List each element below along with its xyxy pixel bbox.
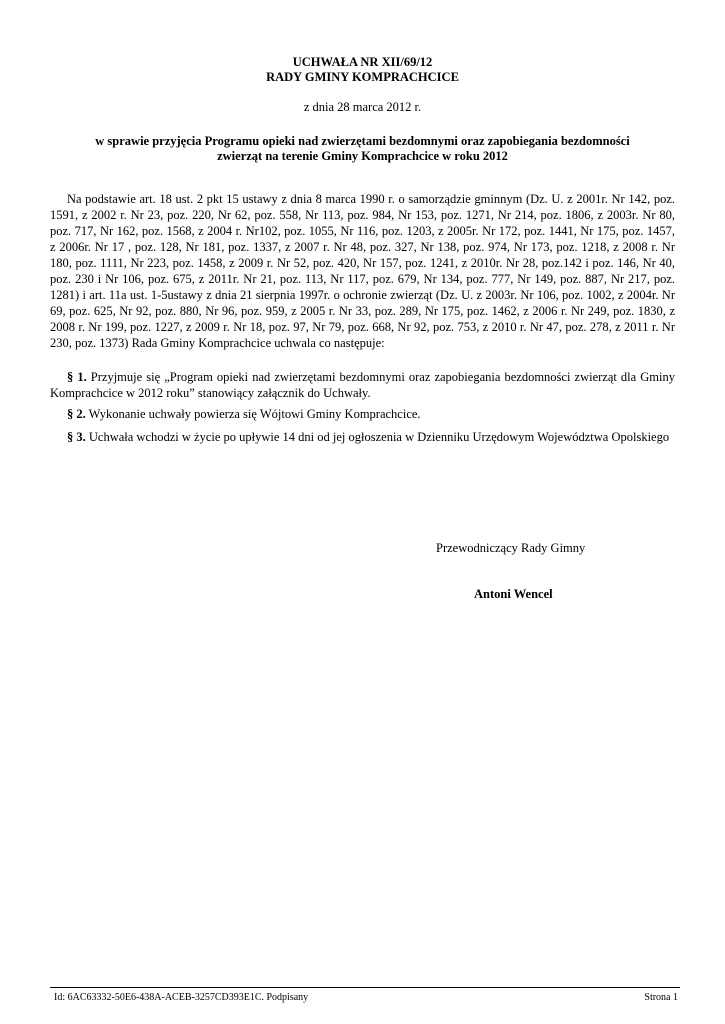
signature-name: Antoni Wencel [474, 587, 553, 601]
footer-divider [50, 987, 680, 988]
footer-page-number: Strona 1 [644, 992, 678, 1003]
section-3-text: Uchwała wchodzi w życie po upływie 14 dni od jej ogłoszenia w Dzienniku Urzędowym Województwa Opolskiego [85, 430, 670, 444]
document-date: z dnia 28 marca 2012 r. [303, 100, 422, 114]
document-title [50, 55, 675, 85]
footer-document-id: Id: 6AC63332-50E6-438A-ACEB-3257CD393E1C. Podpisany [54, 992, 309, 1003]
section-2 [50, 406, 675, 422]
subject-line-1: w sprawie przyjęcia Programu opieki nad zwierzętami bezdomnymi oraz zapobiegania bezdomności [95, 134, 630, 148]
signature-role: Przewodniczący Rady Gimny [436, 541, 586, 555]
section-1 [50, 369, 675, 401]
preamble-paragraph: Na podstawie art. 18 ust. 2 pkt 15 ustawy z dnia 8 marca 1990 r. o samorządzie gminnym (Dz. U. z 2001r. Nr 142, poz. 1591, z 2002 r. Nr 23, poz. 220, Nr 62, poz. 558, Nr 113, poz. 984, Nr 153, poz. 1271, Nr 214, poz. 1806, z 2003r. Nr 80, poz. 717, Nr 162, poz. 1568, z 2004 r. Nr102, poz. 1055, Nr 116, poz. 1203, z 2005r. Nr 172, poz. 1441, Nr 175, poz. 1457, z 2006r. Nr 17 , poz. 128, Nr 181, poz. 1337, z 2007 r. Nr 48, poz. 327, Nr 138, poz. 974, Nr 173, poz. 1218, z 2008 r. Nr 180, poz. 1111, Nr 223, poz. 1458, z 2009 r. Nr 52, poz. 420, Nr 157, poz. 1241, z 2010r. Nr 28, poz.142 i poz. 146, Nr 40, poz. 230 i Nr 106, poz. 675, z 2011r. Nr 21, poz. 113, Nr 117, poz. 679, Nr 134, poz. 777, Nr 149, poz. 887, Nr 217, poz. 1281) i art. 11a ust. 1-5ustawy z dnia 21 sierpnia 1997r. o ochronie zwierząt (Dz. U. z 2003r. Nr 106, poz. 1002, z 2004r. Nr 69, poz. 625, Nr 92, poz. 880, Nr 96, poz. 959, z 2005 r. Nr 33, poz. 289, Nr 175, poz. 1462, z 2006 r. Nr 249, poz. 1830, z 2008 r. Nr 199, poz. 1227, z 2009 r. Nr 18, poz. 97, Nr 79, poz. 668, Nr 92, poz. 753, z 2010 r. Nr 47, poz. 278, z 2011 r. Nr 230, poz. 1373) Rada Gminy Komprachcice uchwala co następuje: [50, 192, 675, 350]
section-3-label: § 3. [67, 430, 86, 444]
section-1-text: Przyjmuje się „Program opieki nad zwierzętami bezdomnymi oraz zapobiegania bezdomności zwierząt dla Gminy Komprachcice w 2012 roku” stanowiący załącznik do Uchwały. [50, 370, 676, 400]
document-subject [60, 134, 665, 164]
section-1-label: § 1. [67, 370, 87, 384]
section-2-text: Wykonanie uchwały powierza się Wójtowi Gminy Komprachcice. [85, 407, 421, 421]
subject-line-2: zwierząt na terenie Gminy Komprachcice w roku 2012 [217, 149, 508, 163]
title-line-2: RADY GMINY KOMPRACHCICE [266, 70, 459, 84]
title-line-1: UCHWAŁA NR XII/69/12 [292, 55, 433, 69]
section-3 [50, 429, 675, 445]
section-2-label: § 2. [67, 407, 86, 421]
